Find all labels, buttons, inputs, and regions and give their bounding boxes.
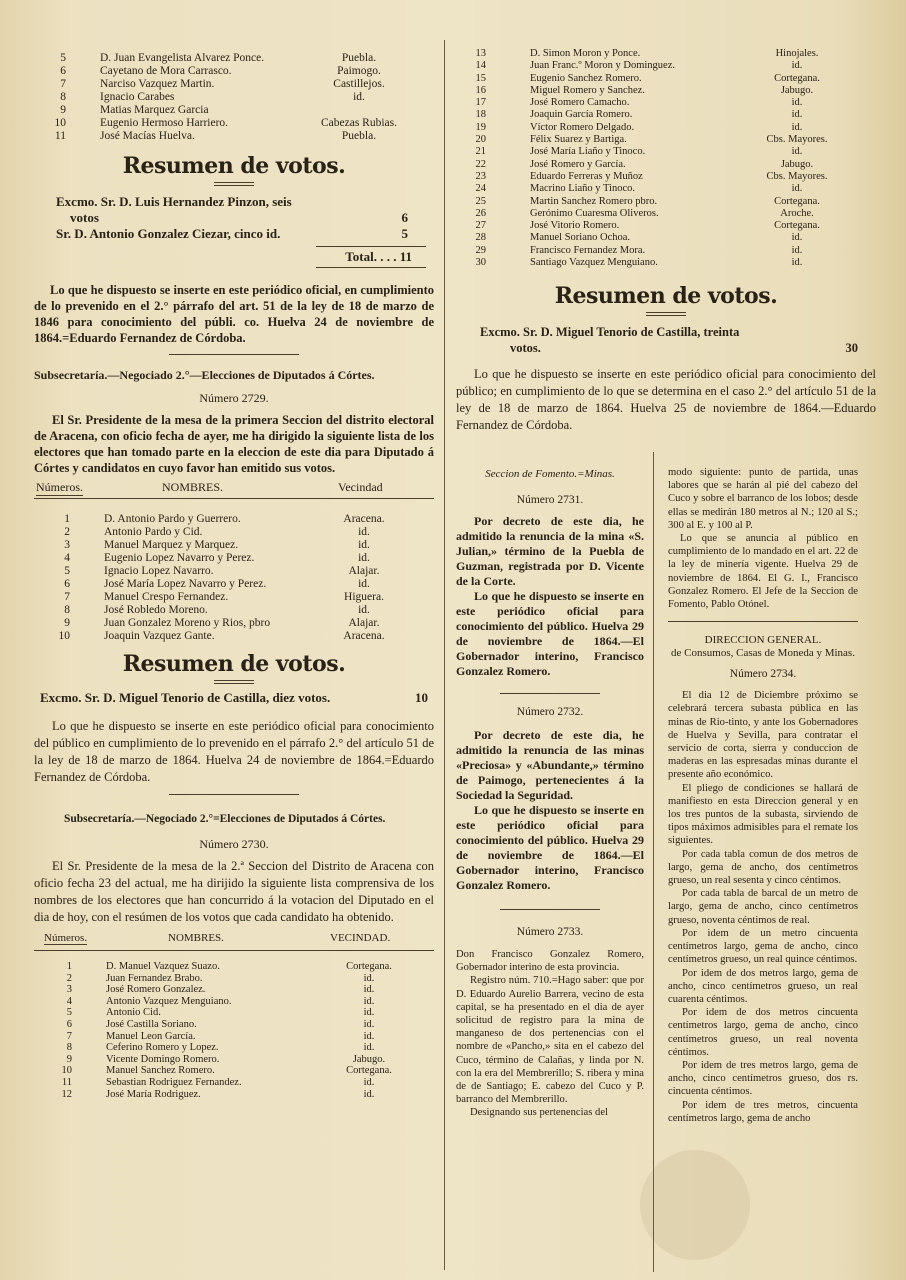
- row-name: José María Rodriguez.: [106, 1088, 201, 1100]
- row-number: 4: [66, 995, 72, 1007]
- row-name: José María Liaño y Tinoco.: [530, 146, 646, 158]
- row-number: 7: [66, 1030, 72, 1042]
- row-name: José Romero Camacho.: [530, 97, 630, 109]
- subasta-p7: Por idem de dos metros cincuenta centímetros largo, gema de ancho, cinco centímetros grueso, un real noventa céntimos.: [668, 1007, 858, 1058]
- row-place: id.: [791, 97, 803, 109]
- col-nombres-2: NOMBRES.: [168, 932, 224, 944]
- row-number: 8: [60, 91, 66, 103]
- right-column: [456, 48, 876, 434]
- table-header-1: [34, 480, 434, 496]
- list-item: [456, 97, 876, 109]
- text-2731b: Lo que he dispuesto se inserte en este periódico oficial para conocimiento del público. Huelva 29 de noviembre de 1864.—El Gobernador interino, Francisco Gonzalez Romero.: [456, 589, 644, 678]
- text-2733a: Don Francisco Gonzalez Romero, Gobernador interino de esta provincia.: [456, 949, 644, 974]
- row-name: José Romero Gonzalez.: [106, 984, 206, 996]
- row-number: 19: [475, 121, 486, 133]
- resumen-1-num2: 5: [401, 226, 408, 241]
- sub1-elector-list: [34, 513, 434, 643]
- list-item: [34, 973, 434, 985]
- row-name: Matias Marquez Garcia: [100, 104, 209, 116]
- double-rule: [214, 182, 254, 186]
- fomento-column: [456, 466, 644, 1120]
- row-name: José Macías Huelva.: [100, 130, 195, 142]
- list-item: [34, 1077, 434, 1089]
- sub2-text: El Sr. Presidente de la mesa de la 2.ª Seccion del Distrito de Aracena con oficio fecha 23 del actual, me ha dirijido la siguiente lista comprensiva de los nombres de los electores que han concurrido á la votacion del Diputado en el dia de hoy, con el resúmen de los votos que cada candidato ha obtenido.: [34, 859, 434, 924]
- double-rule-2: [214, 680, 254, 684]
- list-item: [34, 526, 434, 539]
- list-item: [456, 146, 876, 158]
- column-divider: [444, 40, 445, 1270]
- row-number: 6: [60, 65, 66, 77]
- col-nombres: NOMBRES.: [162, 480, 224, 494]
- row-number: 7: [64, 591, 70, 603]
- row-number: 22: [475, 158, 486, 170]
- row-place: Puebla.: [341, 52, 377, 64]
- row-number: 29: [475, 244, 486, 256]
- subsecretaria-heading-2: Subsecretaría.—Negociado 2.°=Elecciones de Diputados á Córtes.: [64, 813, 386, 825]
- resumen-2-body: [34, 690, 434, 706]
- row-name: Félix Suarez y Bartiga.: [530, 134, 627, 146]
- list-item: [34, 513, 434, 526]
- resumen-3-line1: Excmo. Sr. D. Miguel Tenorio de Castilla, treinta: [480, 325, 740, 340]
- numero-2730: Número 2730.: [199, 837, 269, 851]
- row-name: José Robledo Moreno.: [104, 604, 208, 616]
- left-top-list: [34, 52, 434, 143]
- list-item: [34, 1007, 434, 1019]
- row-number: 10: [54, 117, 66, 129]
- list-item: [34, 630, 434, 643]
- row-place: Paimogo.: [337, 65, 381, 77]
- row-place: Higuera.: [344, 591, 384, 603]
- para-right: Lo que he dispuesto se inserte en este periódico oficial para conocimiento del público; en cumplimiento de lo que se determina en el caso 2.° del artículo 51 de la ley de 18 de marzo de 1864. Huelva 25 de noviembre de 1864.—Eduardo Fernandez de Córdoba.: [456, 367, 876, 433]
- sub1-text: El Sr. Presidente de la mesa de la primera Seccion del distrito electoral de Aracena, con oficio fecha de ayer, me ha dirigido la siguiente lista de los electores que han tomado parte en la eleccion de este dia para Diputado á Córtes y candidatos en cuyo favor han emitido sus votos.: [34, 413, 434, 475]
- resumen-heading-3: Resumen de votos.: [554, 283, 778, 310]
- row-name: Antonio Vazquez Menguiano.: [106, 995, 232, 1007]
- row-number: 18: [475, 109, 486, 121]
- col-numeros-2: Números.: [44, 932, 88, 944]
- row-name: Juan Gonzalez Moreno y Rios, pbro: [104, 617, 271, 629]
- row-name: Antonio Pardo y Cid.: [104, 526, 203, 538]
- resumen-3-num: 30: [845, 341, 858, 356]
- row-place: id.: [363, 1076, 375, 1088]
- text-2733c: Designando sus pertenencias del: [470, 1107, 608, 1119]
- list-item: [34, 1089, 434, 1101]
- row-number: 5: [66, 1007, 72, 1019]
- row-name: Manuel Leon García.: [106, 1030, 196, 1042]
- row-place: id.: [791, 109, 803, 121]
- list-item: [456, 48, 876, 60]
- row-name: José Vitorio Romero.: [530, 220, 620, 232]
- text-anuncio: Lo que se anuncia al público en cumplimiento de lo mandado en el art. 22 de la ley de minería vigente. Huelva 29 de noviembre de 1864. El G. I., Francisco Gonzalez Romero. El Jefe de la Seccion de Fomento, Pablo Otónel.: [668, 533, 858, 611]
- text-2732b: Lo que he dispuesto se inserte en este periódico oficial para conocimiento del público. Huelva 29 de noviembre de 1864.—El Gobernador interino, Francisco Gonzalez Romero.: [456, 803, 644, 892]
- resumen-3-line1b: votos.: [510, 341, 541, 356]
- col-vecindad-2: VECINDAD.: [330, 932, 391, 944]
- list-item: [456, 109, 876, 121]
- row-number: 14: [475, 60, 486, 72]
- resumen-1-num1: 6: [401, 210, 408, 225]
- list-item: [34, 604, 434, 617]
- row-number: 11: [54, 130, 66, 142]
- row-name: Eugenio Lopez Navarro y Perez.: [104, 552, 255, 564]
- list-item: [456, 257, 876, 269]
- col-numeros: Números.: [36, 480, 83, 494]
- resumen-1-total: Total. . . . 11: [345, 249, 412, 264]
- row-name: Sebastian Rodriguez Fernandez.: [106, 1076, 242, 1088]
- row-number: 24: [475, 183, 486, 195]
- resumen-heading-1: Resumen de votos.: [122, 153, 346, 179]
- list-item: [34, 117, 434, 130]
- row-place: id.: [363, 995, 375, 1007]
- row-place: Cbs. Mayores.: [766, 170, 828, 182]
- row-place: id.: [791, 244, 803, 256]
- row-number: 1: [66, 961, 72, 972]
- row-name: Ignacio Lopez Navarro.: [104, 565, 214, 577]
- table-header-2: [34, 932, 434, 948]
- row-place: Aracena.: [343, 513, 385, 525]
- resumen-3-body: [456, 324, 876, 356]
- list-item: [456, 60, 876, 72]
- row-name: Víctor Romero Delgado.: [530, 121, 635, 133]
- list-item: [34, 565, 434, 578]
- row-name: Gerónimo Cuaresma Oliveros.: [530, 207, 659, 219]
- row-number: 3: [64, 539, 70, 551]
- row-number: 17: [475, 97, 486, 109]
- left-column: [34, 52, 434, 1100]
- row-number: 2: [64, 526, 70, 538]
- text-2732: Por decreto de este dia, he admitido la renuncia de las minas «Preciosa» y «Abundante,» término de Paimogo, pertenecientes á la Sociedad la Seguridad.: [456, 728, 644, 802]
- list-item: [456, 245, 876, 257]
- row-number: 13: [475, 48, 486, 59]
- text-2733b: Registro núm. 710.=Hago saber: que por D. Eduardo Aurelio Barrera, vecino de esta capital, se ha presentado en el dia de ayer solicitud de registro para la mina de manganeso de dos pertenencias con el nombre de «Pancho,» sita en el cabezo del Cuco, término de Calañas, y linda por N. con la era del Membrerillo; S. ribera y mina de de Santiago; E. cabezo del Cuco y P. barranco del Membrerillo.: [456, 975, 644, 1106]
- row-number: 16: [475, 84, 486, 96]
- row-name: Santiago Vazquez Menguiano.: [530, 257, 658, 269]
- row-number: 1: [64, 513, 70, 525]
- list-item: [34, 1019, 434, 1031]
- row-name: Eugenio Hermoso Harriero.: [100, 117, 229, 129]
- row-place: id.: [353, 91, 365, 103]
- list-item: [456, 73, 876, 85]
- row-number: 10: [61, 1065, 72, 1077]
- row-number: 27: [475, 220, 486, 232]
- row-place: id.: [358, 526, 370, 538]
- row-name: Macrino Liaño y Tinoco.: [530, 183, 635, 195]
- row-name: D. Manuel Vazquez Suazo.: [106, 961, 220, 972]
- text-2731: Por decreto de este dia, he admitido la renuncia de la mina «S. Julian,» término de la Puebla de Guzman, registrada por D. Vicente de la Corte.: [456, 514, 644, 588]
- row-place: id.: [791, 121, 803, 133]
- list-item: [456, 122, 876, 134]
- list-item: [34, 1054, 434, 1066]
- resumen-2-line: Excmo. Sr. D. Miguel Tenorio de Castilla, diez votos.: [40, 690, 331, 705]
- row-name: Cayetano de Mora Carrasco.: [100, 65, 232, 77]
- row-name: Narciso Vazquez Martin.: [100, 78, 215, 90]
- row-place: Alajar.: [348, 617, 380, 629]
- list-item: [34, 552, 434, 565]
- row-number: 5: [64, 565, 70, 577]
- list-item: [34, 996, 434, 1008]
- resumen-1-line1b: votos: [70, 210, 99, 225]
- row-place: id.: [363, 1088, 375, 1100]
- row-number: 26: [475, 207, 486, 219]
- row-name: D. Antonio Pardo y Guerrero.: [104, 513, 241, 525]
- list-item: [456, 220, 876, 232]
- row-place: id.: [363, 1007, 375, 1019]
- row-number: 5: [60, 52, 66, 64]
- row-name: Joaquin García Romero.: [530, 109, 633, 121]
- row-place: Puebla.: [341, 130, 377, 142]
- row-name: José María Lopez Navarro y Perez.: [104, 578, 267, 590]
- row-name: Eduardo Ferreras y Muñoz: [530, 170, 643, 182]
- direccion-subheading: de Consumos, Casas de Moneda y Minas.: [671, 647, 855, 660]
- subasta-p5: Por idem de un metro cincuenta centímetros largo, gema de ancho, cinco centímetros grueso, un real quince céntimos.: [668, 927, 858, 966]
- para-1: Lo que he dispuesto se inserte en este periódico oficial, en cumplimiento de lo prevenido en el 2.° párrafo del art. 51 de la ley de 18 de marzo de 1846 para conocimiento del públi. co. Huelva 24 de noviembre de 1864.=Eduardo Fernandez de Córdoba.: [34, 283, 434, 345]
- resumen-2-num: 10: [415, 690, 428, 705]
- row-name: Manuel Sanchez Romero.: [106, 1065, 215, 1077]
- row-name: Juan Franc.º Moron y Dominguez.: [530, 60, 675, 72]
- row-place: Jabugo.: [780, 158, 814, 170]
- list-item: [456, 171, 876, 183]
- row-name: Manuel Crespo Fernandez.: [104, 591, 229, 603]
- row-place: id.: [363, 1042, 375, 1054]
- subasta-p3: Por cada tabla comun de dos metros de largo, gema de ancho, dos centímetros grueso, un real sesenta y cinco céntimos.: [668, 848, 858, 887]
- row-place: Cortegana.: [774, 220, 820, 232]
- direccion-general-heading: DIRECCION GENERAL.: [704, 634, 822, 647]
- list-item: [456, 134, 876, 146]
- row-place: Jabugo.: [352, 1053, 386, 1065]
- list-item: [456, 159, 876, 171]
- row-place: id.: [358, 552, 370, 564]
- row-name: Manuel Soriano Ochoa.: [530, 232, 631, 244]
- subasta-p9: Por idem de tres metros, cincuenta centímetros largo, gema de ancho: [668, 1099, 858, 1124]
- row-name: Ceferino Romero y Lopez.: [106, 1042, 219, 1054]
- row-number: 3: [66, 984, 72, 996]
- subasta-p4: Por cada tabla de barcal de un metro de largo, gema de ancho, cinco centímetros grueso, noventa céntimos de real.: [668, 888, 858, 926]
- row-name: Miguel Romero y Sanchez.: [530, 84, 645, 96]
- list-item: [34, 65, 434, 78]
- row-place: Cortegana.: [346, 961, 392, 972]
- subasta-p2: El pliego de condiciones se hallará de manifiesto en esta Direccion general y en los tres puntos de la subasta, sirviendo de tipos máximos admisibles para el remate los siguientes.: [668, 782, 858, 847]
- row-place: Aracena.: [343, 630, 385, 642]
- list-item: [34, 91, 434, 104]
- row-number: 9: [64, 617, 70, 629]
- row-number: 23: [475, 170, 486, 182]
- resumen-1-line2: Sr. D. Antonio Gonzalez Ciezar, cinco id.: [56, 226, 281, 241]
- row-place: id.: [358, 539, 370, 551]
- row-name: José Romero y García.: [530, 158, 626, 170]
- row-place: id.: [358, 604, 370, 616]
- column-divider-right: [653, 452, 654, 1272]
- text-modo: modo siguiente: punto de partida, unas labores que se harán al pié del cabezo del Cuco y sobre el barranco de los lobos; desde ellas se medirán 180 metros al N.; 120 al S.; 300 al E. y 100 al P.: [668, 467, 858, 531]
- col-vecindad: Vecindad: [338, 480, 383, 494]
- row-name: Ignacio Carabes: [100, 91, 175, 103]
- row-name: Francisco Fernandez Mora.: [530, 244, 646, 256]
- list-item: [34, 539, 434, 552]
- row-place: id.: [363, 1030, 375, 1042]
- row-name: José Castilla Soriano.: [106, 1018, 197, 1030]
- row-number: 9: [60, 104, 66, 116]
- row-place: id.: [363, 972, 375, 984]
- row-place: Alajar.: [348, 565, 380, 577]
- row-name: Joaquin Vazquez Gante.: [104, 630, 215, 642]
- row-name: Vicente Domingo Romero.: [106, 1053, 220, 1065]
- row-number: 9: [66, 1053, 72, 1065]
- row-number: 15: [475, 72, 486, 84]
- row-number: 7: [60, 78, 66, 90]
- row-name: D. Simon Moron y Ponce.: [530, 48, 641, 59]
- right-top-list: [456, 48, 876, 269]
- row-name: Juan Fernandez Brabo.: [106, 972, 203, 984]
- row-number: 2: [66, 972, 72, 984]
- row-place: Cabezas Rubias.: [320, 117, 397, 129]
- row-place: Jabugo.: [780, 84, 814, 96]
- resumen-heading-2: Resumen de votos.: [122, 651, 346, 677]
- row-number: 4: [64, 552, 70, 564]
- subasta-p1: El dia 12 de Diciembre próximo se celebrará tercera subasta pública en las minas de Rio-tinto, y ante los Gobernadores de Huelva y Sevilla, para contratar el servicio de corta, sierra y conduccion de maderas en las espresadas minas durante el presente año económico.: [668, 690, 858, 781]
- list-item: [456, 183, 876, 195]
- subasta-p8: Por idem de tres metros largo, gema de ancho, cinco centímetros grueso, dos rs. cincuenta céntimos.: [668, 1059, 858, 1098]
- resumen-1-body: [34, 194, 434, 268]
- row-number: 25: [475, 195, 486, 207]
- row-number: 21: [475, 146, 486, 158]
- list-item: [34, 130, 434, 143]
- list-item: [34, 961, 434, 973]
- row-number: 8: [66, 1042, 72, 1054]
- fomento-heading: Seccion de Fomento.=Minas.: [485, 468, 615, 480]
- row-number: 30: [475, 257, 486, 269]
- row-number: 28: [475, 232, 486, 244]
- double-rule-3: [646, 312, 686, 316]
- list-item: [34, 52, 434, 65]
- row-name: D. Juan Evangelista Alvarez Ponce.: [100, 52, 265, 64]
- list-item: [34, 104, 434, 117]
- row-place: id.: [363, 984, 375, 996]
- sub2-elector-list: [34, 961, 434, 1100]
- row-place: Hinojales.: [775, 48, 819, 59]
- numero-2732: Número 2732.: [516, 706, 584, 718]
- list-item: [34, 591, 434, 604]
- row-place: Cbs. Mayores.: [766, 134, 828, 146]
- row-place: Cortegana.: [774, 72, 820, 84]
- resumen-1-line1: Excmo. Sr. D. Luis Hernandez Pinzon, seis: [56, 194, 292, 209]
- row-place: id.: [363, 1018, 375, 1030]
- numero-2731: Número 2731.: [516, 494, 584, 506]
- row-place: id.: [791, 60, 803, 72]
- list-item: [34, 1065, 434, 1077]
- row-name: Martin Sanchez Romero pbro.: [530, 195, 658, 207]
- list-item: [456, 85, 876, 97]
- row-name: Antonio Cid.: [106, 1007, 161, 1019]
- para-2: Lo que he dispuesto se inserte en este periódico oficial para conocimiento del público en cumplimiento de lo prevenido en el párrafo 2.° del artículo 51 de la ley de 18 de marzo de 1864. Huelva 24 de noviembre de 1864.=Eduardo Fernandez de Córdoba.: [34, 719, 434, 784]
- row-place: id.: [791, 146, 803, 158]
- row-number: 6: [66, 1018, 72, 1030]
- list-item: [34, 617, 434, 630]
- list-item: [34, 78, 434, 91]
- direccion-column: [668, 466, 858, 1125]
- row-number: 8: [64, 604, 70, 616]
- paper-stain: [640, 1150, 750, 1260]
- row-place: id.: [791, 183, 803, 195]
- list-item: [34, 984, 434, 996]
- row-place: Cortegana.: [346, 1065, 392, 1077]
- row-name: Eugenio Sanchez Romero.: [530, 72, 642, 84]
- list-item: [34, 578, 434, 591]
- row-number: 10: [58, 630, 70, 642]
- list-item: [456, 196, 876, 208]
- subasta-p6: Por idem de dos metros largo, gema de ancho, cinco centímetros grueso, un real cuarenta céntimos.: [668, 967, 858, 1005]
- row-place: id.: [791, 257, 803, 269]
- row-place: Cortegana.: [774, 195, 820, 207]
- numero-2733: Número 2733.: [516, 926, 584, 938]
- list-item: [34, 1042, 434, 1054]
- numero-2729: Número 2729.: [199, 391, 269, 405]
- subsecretaria-heading-1: Subsecretaría.—Negociado 2.°—Elecciones de Diputados á Córtes.: [34, 368, 375, 382]
- row-place: id.: [358, 578, 370, 590]
- row-number: 11: [61, 1076, 72, 1088]
- row-place: Castillejos.: [333, 78, 385, 90]
- row-place: Aroche.: [780, 207, 814, 219]
- row-name: Manuel Marquez y Marquez.: [104, 539, 239, 551]
- row-place: id.: [791, 232, 803, 244]
- row-number: 20: [475, 134, 486, 146]
- row-number: 6: [64, 578, 70, 590]
- list-item: [456, 208, 876, 220]
- row-number: 12: [61, 1088, 72, 1100]
- list-item: [456, 232, 876, 244]
- numero-2734: Número 2734.: [729, 668, 797, 681]
- list-item: [34, 1031, 434, 1043]
